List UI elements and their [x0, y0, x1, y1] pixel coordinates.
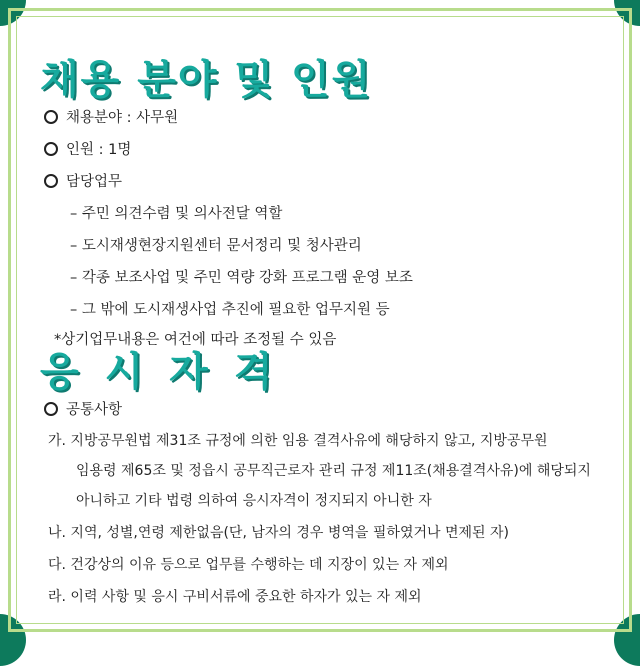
- circle-bullet-icon: [44, 174, 58, 188]
- rule-item-continued: 임용령 제65조 및 정읍시 공무직근로자 관리 규정 제11조(채용결격사유)에 해당되지: [76, 463, 591, 479]
- item-field-text: 채용분야 : 사무원: [66, 110, 179, 126]
- common-requirements: [44, 398, 122, 419]
- circle-bullet-icon: [44, 142, 58, 156]
- duty-note: *상기업무내용은 여건에 따라 조정될 수 있음: [54, 332, 337, 348]
- item-duties-text: 담당업무: [66, 174, 123, 190]
- rule-item: 가. 지방공무원법 제31조 규정에 의한 임용 결격사유에 해당하지 않고, 지방공무원: [48, 433, 548, 449]
- duty-item: – 각종 보조사업 및 주민 역량 강화 프로그램 운영 보조: [70, 270, 413, 286]
- duty-item: – 그 밖에 도시재생사업 추진에 필요한 업무지원 등: [70, 302, 390, 318]
- duty-item: – 주민 의견수렴 및 의사전달 역할: [70, 206, 283, 222]
- circle-bullet-icon: [44, 402, 58, 416]
- item-headcount-text: 인원 : 1명: [66, 142, 132, 158]
- item-headcount: [44, 138, 131, 159]
- item-field: [44, 106, 178, 127]
- rule-item: 다. 건강상의 이유 등으로 업무를 수행하는 데 지장이 있는 자 제외: [48, 557, 449, 573]
- item-duties: [44, 170, 122, 191]
- duty-item: – 도시재생현장지원센터 문서정리 및 청사관리: [70, 238, 362, 254]
- circle-bullet-icon: [44, 110, 58, 124]
- common-requirements-label: 공통사항: [66, 402, 123, 418]
- section-title-recruitment: 채용 분야 및 인원: [40, 57, 373, 103]
- section-title-qualification: 응 시 자 격: [40, 349, 279, 395]
- rule-item-continued: 아니하고 기타 법령 의하여 응시자격이 정지되지 아니한 자: [76, 493, 432, 509]
- rule-item: 나. 지역, 성별,연령 제한없음(단, 남자의 경우 병역을 필하였거나 면제된 자): [48, 525, 509, 541]
- rule-item: 라. 이력 사항 및 응시 구비서류에 중요한 하자가 있는 자 제외: [48, 589, 422, 605]
